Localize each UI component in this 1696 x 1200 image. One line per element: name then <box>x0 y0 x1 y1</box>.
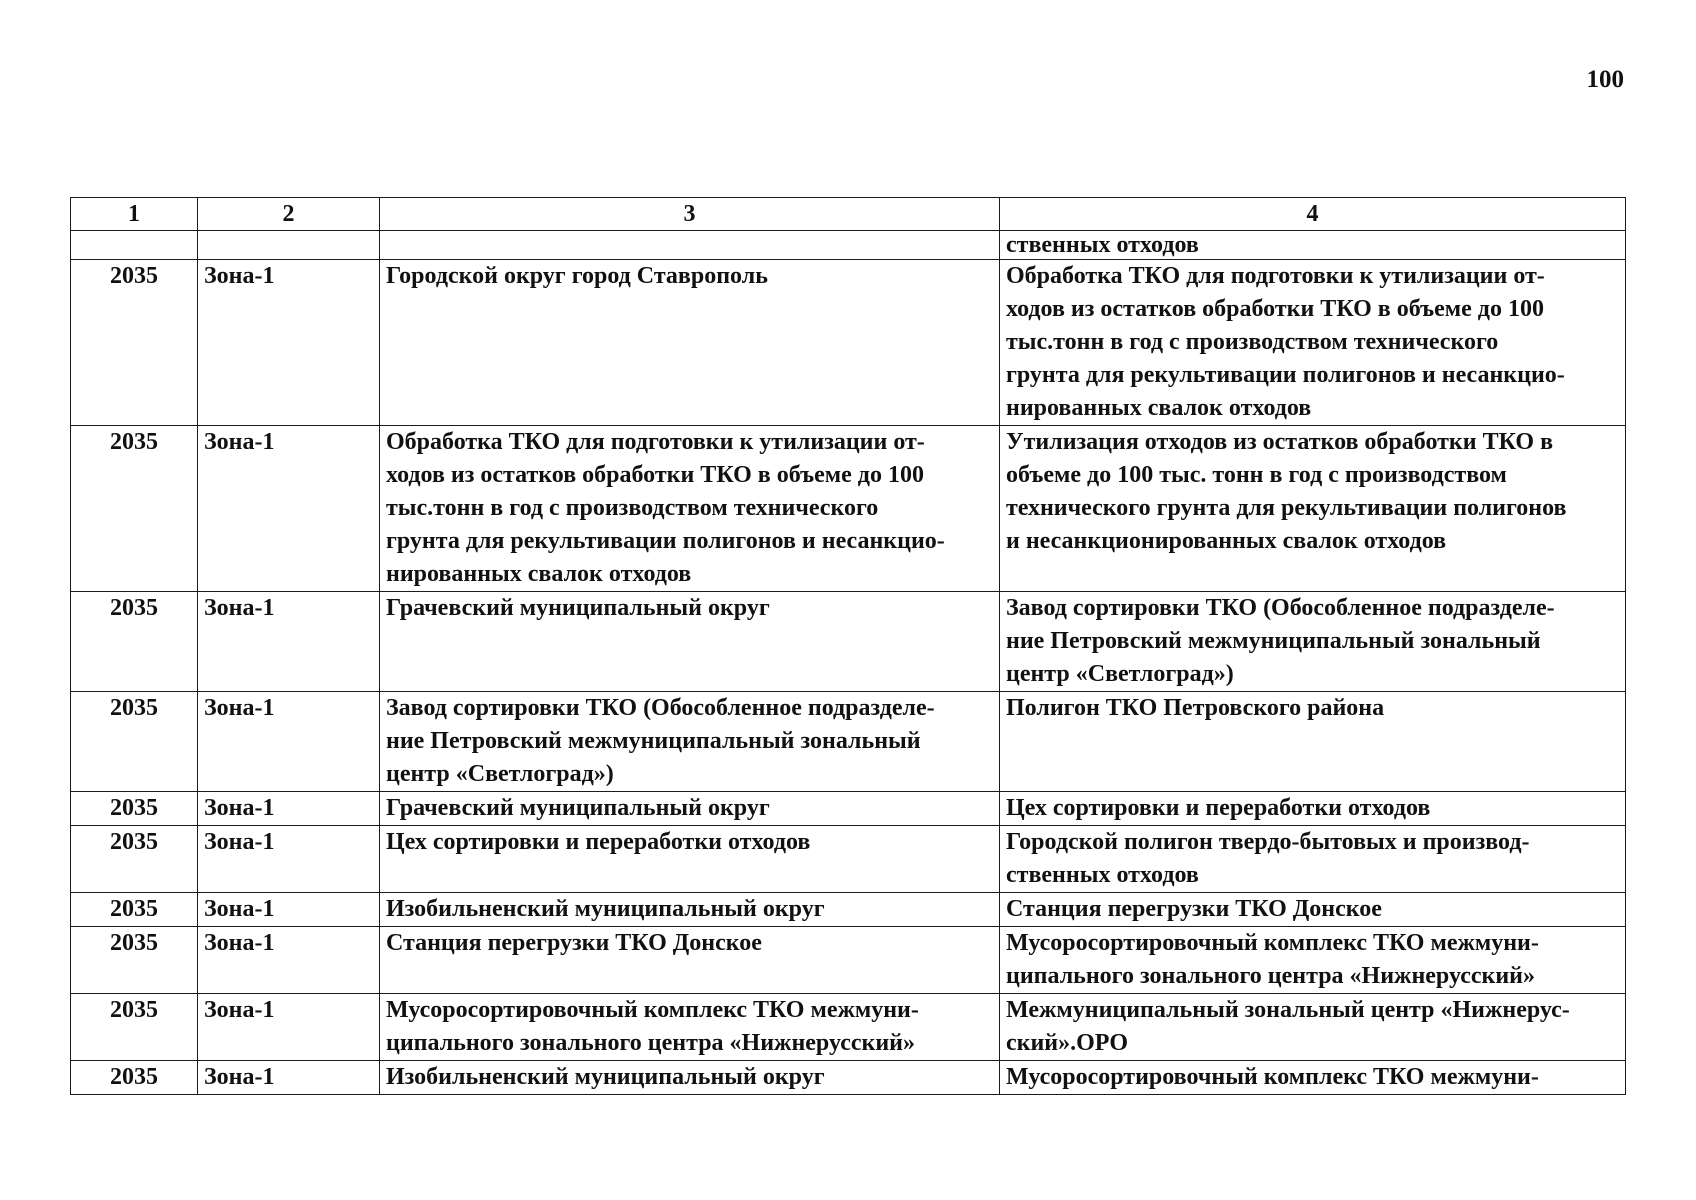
year-cell: 2035 <box>71 927 198 994</box>
continuation-cell-2 <box>198 231 380 260</box>
destination-cell: Станция перегрузки ТКО Донское <box>1000 893 1626 927</box>
table-row <box>71 426 1626 592</box>
table-row <box>71 792 1626 826</box>
destination-cell: Завод сортировки ТКО (Обособленное подразделе- ние Петровский межмуниципальный зональный центр «Светлоград») <box>1000 592 1626 692</box>
zone-cell: Зона-1 <box>198 1061 380 1095</box>
continuation-row <box>71 231 1626 260</box>
source-cell: Обработка ТКО для подготовки к утилизации от- ходов из остатков обработки ТКО в объеме до 100 тыс.тонн в год с производством технического грунта для рекультивации полигонов и несанкцио- нированных свалок отходов <box>380 426 1000 592</box>
year-cell: 2035 <box>71 792 198 826</box>
source-cell: Цех сортировки и переработки отходов <box>380 826 1000 893</box>
destination-cell: Полигон ТКО Петровского района <box>1000 692 1626 792</box>
source-cell: Грачевский муниципальный округ <box>380 792 1000 826</box>
header-col-4: 4 <box>1000 198 1626 231</box>
source-cell: Грачевский муниципальный округ <box>380 592 1000 692</box>
source-cell: Станция перегрузки ТКО Донское <box>380 927 1000 994</box>
source-cell: Мусоросортировочный комплекс ТКО межмуни- ципального зонального центра «Нижнерусский» <box>380 994 1000 1061</box>
zone-cell: Зона-1 <box>198 592 380 692</box>
continuation-text: ственных отходов <box>1000 231 1626 260</box>
table-row <box>71 927 1626 994</box>
table-body <box>71 231 1626 1095</box>
year-cell: 2035 <box>71 1061 198 1095</box>
header-col-1: 1 <box>71 198 198 231</box>
destination-cell: Цех сортировки и переработки отходов <box>1000 792 1626 826</box>
zone-cell: Зона-1 <box>198 792 380 826</box>
header-row <box>71 198 1626 231</box>
destination-cell: Городской полигон твердо-бытовых и производ- ственных отходов <box>1000 826 1626 893</box>
page-number: 100 <box>1586 66 1624 93</box>
zone-cell: Зона-1 <box>198 994 380 1061</box>
source-cell: Городской округ город Ставрополь <box>380 260 1000 426</box>
zone-cell: Зона-1 <box>198 260 380 426</box>
routes-table <box>70 197 1626 1095</box>
source-cell: Изобильненский муниципальный округ <box>380 1061 1000 1095</box>
table-row <box>71 1061 1626 1095</box>
year-cell: 2035 <box>71 994 198 1061</box>
source-cell: Изобильненский муниципальный округ <box>380 893 1000 927</box>
table-row <box>71 692 1626 792</box>
destination-cell: Мусоросортировочный комплекс ТКО межмуни- <box>1000 1061 1626 1095</box>
source-cell: Завод сортировки ТКО (Обособленное подразделе- ние Петровский межмуниципальный зональный центр «Светлоград») <box>380 692 1000 792</box>
continuation-cell-3 <box>380 231 1000 260</box>
header-col-2: 2 <box>198 198 380 231</box>
year-cell: 2035 <box>71 893 198 927</box>
zone-cell: Зона-1 <box>198 893 380 927</box>
table-row <box>71 893 1626 927</box>
zone-cell: Зона-1 <box>198 927 380 994</box>
destination-cell: Обработка ТКО для подготовки к утилизации от- ходов из остатков обработки ТКО в объеме до 100 тыс.тонн в год с производством технического грунта для рекультивации полигонов и несанкцио- нированных свалок отходов <box>1000 260 1626 426</box>
year-cell: 2035 <box>71 592 198 692</box>
table-row <box>71 260 1626 426</box>
table-row <box>71 826 1626 893</box>
year-cell: 2035 <box>71 692 198 792</box>
zone-cell: Зона-1 <box>198 826 380 893</box>
table-row <box>71 994 1626 1061</box>
header-col-3: 3 <box>380 198 1000 231</box>
table-header <box>71 198 1626 231</box>
destination-cell: Мусоросортировочный комплекс ТКО межмуни- ципального зонального центра «Нижнерусский» <box>1000 927 1626 994</box>
destination-cell: Межмуниципальный зональный центр «Нижнерус- ский».ОРО <box>1000 994 1626 1061</box>
table-row <box>71 592 1626 692</box>
year-cell: 2035 <box>71 260 198 426</box>
year-cell: 2035 <box>71 826 198 893</box>
zone-cell: Зона-1 <box>198 692 380 792</box>
zone-cell: Зона-1 <box>198 426 380 592</box>
destination-cell: Утилизация отходов из остатков обработки ТКО в объеме до 100 тыс. тонн в год с производством технического грунта для рекультивации полигонов и несанкционированных свалок отходов <box>1000 426 1626 592</box>
year-cell: 2035 <box>71 426 198 592</box>
continuation-cell-1 <box>71 231 198 260</box>
